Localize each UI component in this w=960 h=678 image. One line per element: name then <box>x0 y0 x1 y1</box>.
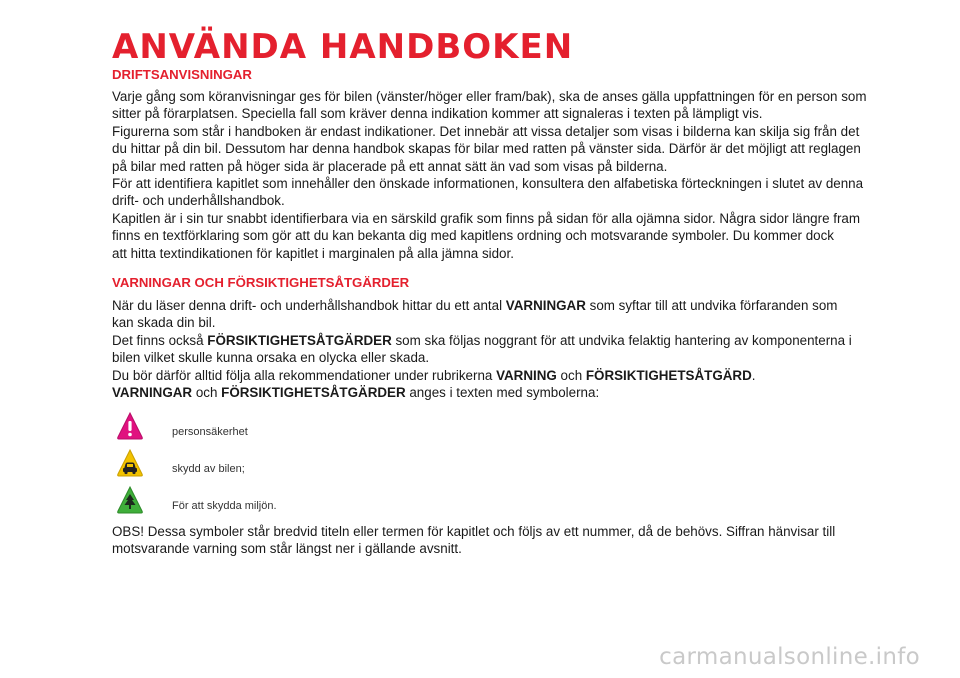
text-line: Figurerna som står i handboken är endast indikationer. Det innebär att vissa detaljer som visas i bilderna kan skilja sig från det <box>112 123 860 139</box>
section-body-varningar <box>112 297 912 401</box>
text-line <box>112 332 912 349</box>
bold-term: FÖRSIKTIGHETSÅTGÄRD <box>585 367 752 383</box>
person-safety-warning-icon <box>115 411 145 441</box>
text-line: finns en textförklaring som gör att du kan bekanta dig med kapitlens ordning och motsvarande symboler. Du kommer dock <box>112 228 834 244</box>
text-line: på bilar med ratten på höger sida är placerade på ett annat sätt än vad som visas på bilderna. <box>112 158 668 174</box>
symbol-label: För att skydda miljön. <box>172 500 277 512</box>
text-line: motsvarande varning som står längst ner i gällande avsnitt. <box>112 540 462 556</box>
text-run: När du läser denna drift- och underhållshandbok hittar du ett antal <box>112 298 506 314</box>
text-line: Kapitlen är i sin tur snabbt identifierbara via en särskild grafik som finns på sidan för alla ojämna sidor. Några sidor längre fram <box>112 210 861 226</box>
symbol-legend <box>112 408 912 519</box>
environment-tree-icon <box>115 485 145 515</box>
manual-page <box>112 28 912 557</box>
text-line: du hittar på din bil. Dessutom har denna handbok skapas för bilar med ratten på vänster sida. Därför är det möjligt att reglagen <box>112 141 861 157</box>
text-run: som ska följas noggrant för att undvika felaktig hantering av komponenterna i <box>391 332 852 348</box>
text-run: anges i texten med symbolerna: <box>405 385 600 401</box>
vehicle-protection-icon <box>115 448 145 478</box>
bold-term: VARNING <box>496 367 557 383</box>
bold-term: VARNINGAR <box>112 385 193 401</box>
bold-term: VARNINGAR <box>505 298 586 314</box>
text-run: och <box>556 367 586 383</box>
section-body-driftsanvisningar <box>112 88 912 262</box>
symbol-row-vehicle-protection <box>112 445 912 482</box>
text-run: som syftar till att undvika förfaranden som <box>585 298 838 314</box>
text-line <box>112 367 912 384</box>
symbol-label: personsäkerhet <box>172 426 248 438</box>
text-line <box>112 297 912 314</box>
text-line: att hitta textindikationen för kapitlet i marginalen på alla jämna sidor. <box>112 245 514 261</box>
bold-term: FÖRSIKTIGHETSÅTGÄRDER <box>221 385 406 401</box>
text-line: sitter på förarplatsen. Speciella fall som kräver denna indikation kommer att signaleras i texten på lämpligt vis. <box>112 106 763 122</box>
watermark: carmanualsonline.info <box>659 644 920 670</box>
text-line: För att identifiera kapitlet som innehåller den önskade informationen, konsultera den alfabetiska förteckningen i slutet av denna <box>112 176 864 192</box>
text-line: drift- och underhållshandbok. <box>112 193 285 209</box>
section-heading-driftsanvisningar: DRIFTSANVISNINGAR <box>112 67 252 82</box>
symbol-label: skydd av bilen; <box>172 463 245 475</box>
symbol-row-environment <box>112 482 912 519</box>
text-line: kan skada din bil. <box>112 315 216 331</box>
text-line <box>112 384 912 401</box>
text-run: . <box>751 367 756 383</box>
text-line: bilen vilket skulle kunna orsaka en olycka eller skada. <box>112 350 430 366</box>
text-run: och <box>192 385 222 401</box>
text-line: Varje gång som köranvisningar ges för bilen (vänster/höger eller fram/bak), ska de anses gälla uppfattningen för en person som <box>112 89 867 104</box>
text-line: OBS! Dessa symboler står bredvid titeln eller termen för kapitlet och följs av ett nummer, då de behövs. Siffran hänvisar till <box>112 523 836 539</box>
text-run: Det finns också <box>112 332 208 348</box>
section-heading-varningar: VARNINGAR OCH FÖRSIKTIGHETSÅTGÄRDER <box>112 275 410 291</box>
page-title: ANVÄNDA HANDBOKEN <box>112 27 574 67</box>
text-run: Du bör därför alltid följa alla rekommendationer under rubrikerna <box>112 367 497 383</box>
symbol-row-person-safety <box>112 408 912 445</box>
note-block <box>112 523 912 558</box>
bold-term: FÖRSIKTIGHETSÅTGÄRDER <box>207 332 392 348</box>
